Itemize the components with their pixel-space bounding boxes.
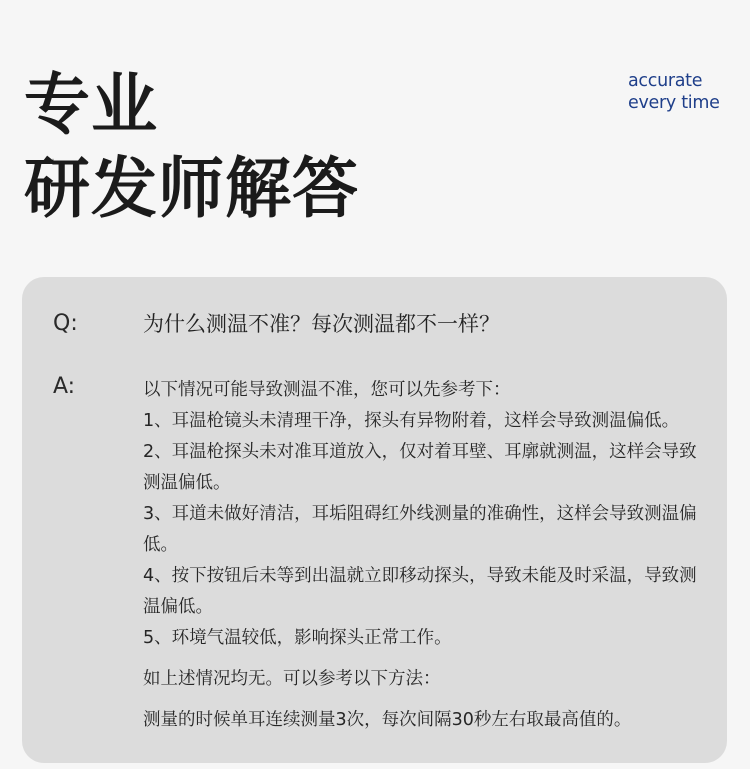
page-title-line-1: 专业 xyxy=(24,66,158,143)
answer-item-1: 1、耳温枪镜头未清理干净，探头有异物附着，这样会导致测温偏低。 xyxy=(143,411,680,431)
tagline-line-2: every time xyxy=(628,93,720,113)
answer-intro: 以下情况可能导致测温不准，您可以先参考下： xyxy=(143,380,511,400)
answer-body xyxy=(143,375,708,736)
question-text: 为什么测温不准？每次测温都不一样？ xyxy=(143,312,500,336)
answer-item-4: 4、按下按钮后未等到出温就立即移动探头，导致未能及时采温，导致测温偏低。 xyxy=(143,566,697,617)
answer-item-2: 2、耳温枪探头未对准耳道放入，仅对着耳壁、耳廓就测温，这样会导致测温偏低。 xyxy=(143,442,697,493)
answer-item-3: 3、耳道未做好清洁，耳垢阻碍红外线测量的准确性，这样会导致测温偏低。 xyxy=(143,504,697,555)
answer-label: A: xyxy=(53,374,76,399)
solution-text: 测量的时候单耳连续测量3次，每次间隔30秒左右取最高值的。 xyxy=(143,710,632,730)
tagline-line-1: accurate xyxy=(628,71,703,91)
page-title-line-2: 研发师解答 xyxy=(24,150,359,227)
tagline xyxy=(628,70,720,114)
qa-card xyxy=(22,277,727,763)
answer-item-5: 5、环境气温较低，影响探头正常工作。 xyxy=(143,628,452,648)
solution-intro: 如上述情况均无。可以参考以下方法： xyxy=(143,669,441,689)
question-label: Q: xyxy=(53,311,78,336)
